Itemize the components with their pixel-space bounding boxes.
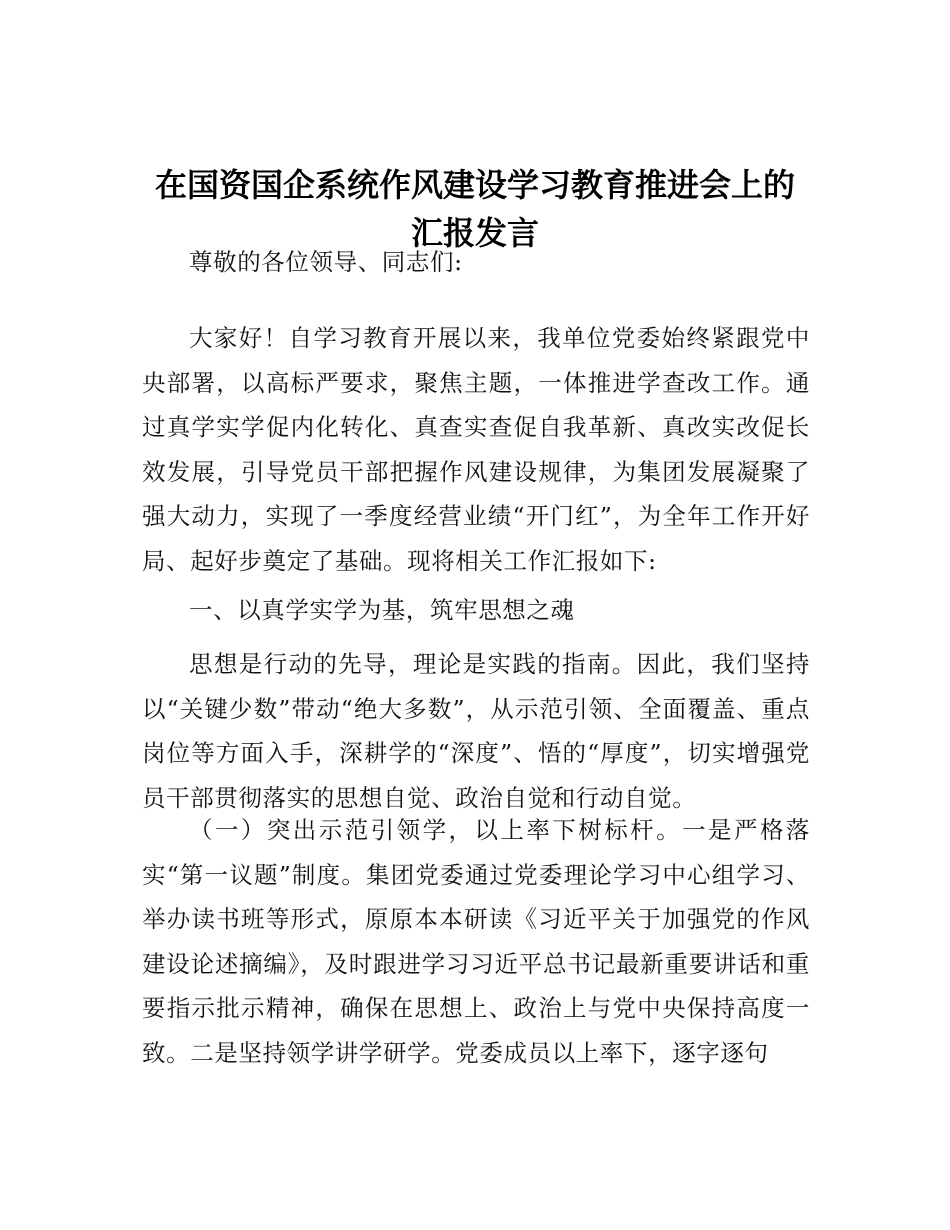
paragraph-section-1: 思想是行动的先导，理论是实践的指南。因此，我们坚持以“关键少数”带动“绝大多数”，从示范引领、全面覆盖、重点岗位等方面入手，深耕学的“深度”、悟的“厚度”，切实增强党员干部贯彻落实的思想自觉、政治自觉和行动自觉。 <box>142 650 810 812</box>
section-heading-1: 一、以真学实学为基，筑牢思想之魂 <box>189 596 575 624</box>
document-title-line2: 汇报发言 <box>410 214 539 252</box>
paragraph-subsection-1: （一）突出示范引领学，以上率下树标杆。一是严格落实“第一议题”制度。集团党委通过党委理论学习中心组学习、举办读书班等形式，原原本本研读《习近平关于加强党的作风建设论述摘编》，及时跟进学习习近平总书记最新重要讲话和重要指示批示精神，确保在思想上、政治上与党中央保持高度一致。二是坚持领学讲学研学。党委成员以上率下，逐字逐句 <box>142 816 810 1067</box>
paragraph-intro: 大家好！自学习教育开展以来，我单位党委始终紧跟党中央部署，以高标严要求，聚焦主题，一体推进学查改工作。通过真学实学促内化转化、真查实查促自我革新、真改实改促长效发展，引导党员干部把握作风建设规律，为集团发展凝聚了强大动力，实现了一季度经营业绩“开门红”，为全年工作开好局、起好步奠定了基础。现将相关工作汇报如下: <box>142 324 810 575</box>
greeting: 尊敬的各位领导、同志们: <box>189 248 463 276</box>
document-title-line1: 在国资国企系统作风建设学习教育推进会上的 <box>154 166 795 204</box>
